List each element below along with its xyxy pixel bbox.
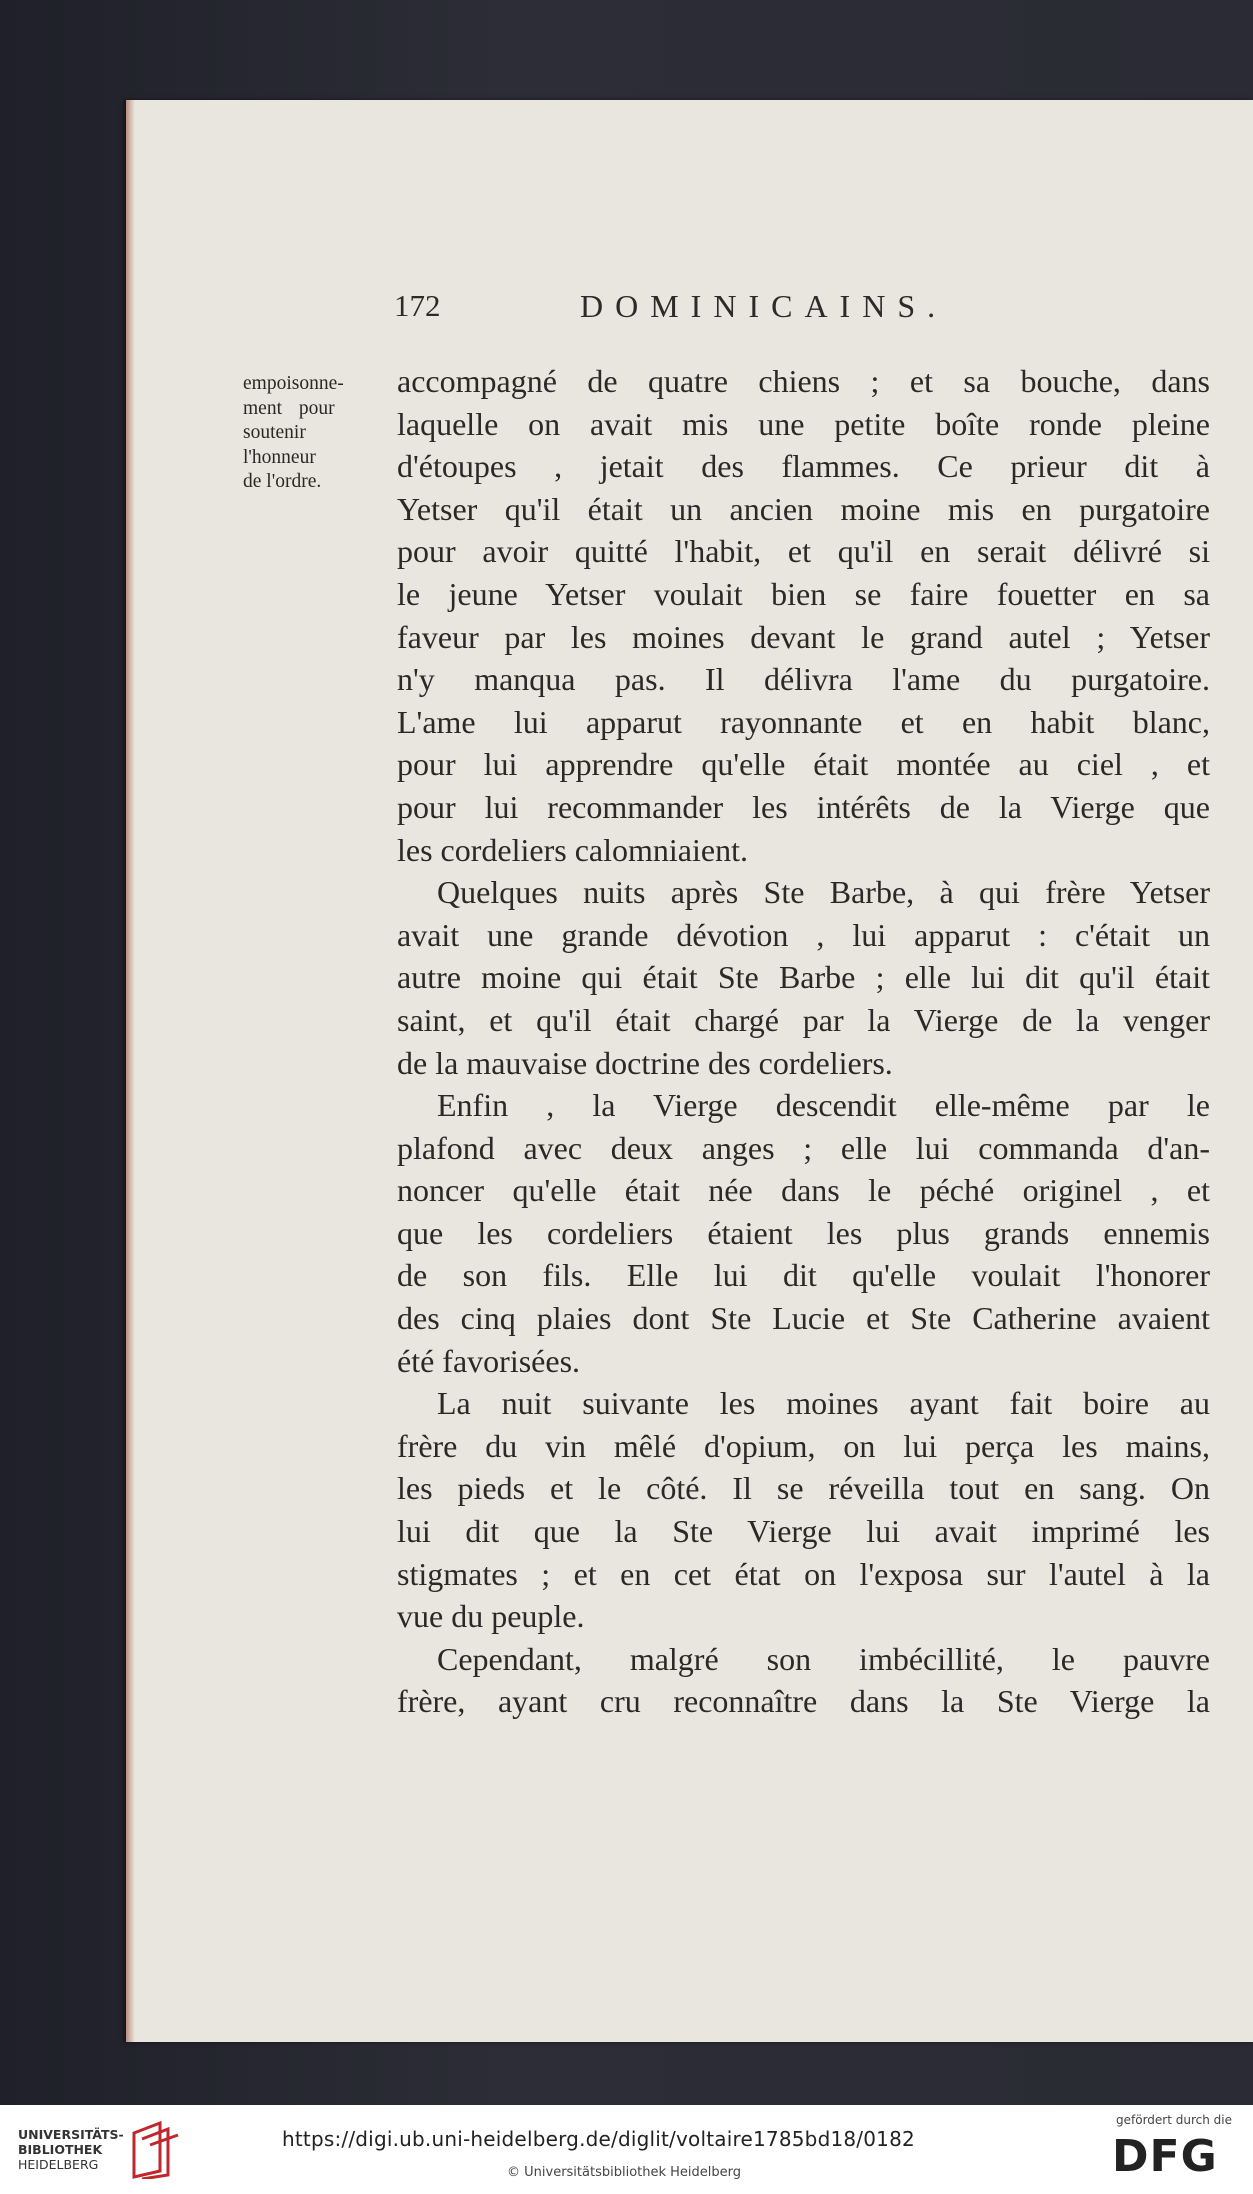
- margin-note-line: de l'ordre.: [243, 471, 322, 492]
- text-line: Quelques nuits après Ste Barbe, à qui frère Yetser: [437, 874, 1210, 911]
- text-line: Enfin , la Vierge descendit elle-même par le: [437, 1087, 1210, 1124]
- text-line: d'étoupes , jetait des flammes. Ce prieur dit à: [397, 448, 1210, 485]
- text-line: saint, et qu'il était chargé par la Vierge de la venger: [397, 1001, 1210, 1038]
- text-line: frère du vin mêlé d'opium, on lui perça les mains,: [397, 1427, 1210, 1464]
- text-line: La nuit suivante les moines ayant fait boire au: [437, 1385, 1210, 1422]
- text-line: pour lui recommander les intérêts de la Vierge que: [397, 788, 1210, 825]
- page-header: [394, 288, 1014, 338]
- text-line: vue du peuple.: [397, 1598, 585, 1635]
- library-mark-icon: [130, 2119, 186, 2179]
- text-line: Yetser qu'il était un ancien moine mis en purgatoire: [397, 490, 1210, 527]
- margin-note: [243, 372, 373, 495]
- body-text: [397, 360, 1210, 1723]
- text-line: faveur par les moines devant le grand autel ; Yetser: [397, 618, 1210, 655]
- permalink-url[interactable]: https://digi.ub.uni-heidelberg.de/diglit/voltaire1785bd18/0182: [282, 2127, 915, 2151]
- text-line: été favorisées.: [397, 1342, 581, 1379]
- text-line: Cependant, malgré son imbécillité, le pauvre: [437, 1640, 1210, 1677]
- text-line: pour lui apprendre qu'elle était montée au ciel , et: [397, 746, 1210, 783]
- text-line: de la mauvaise doctrine des cordeliers.: [397, 1044, 893, 1081]
- viewer-footer: [0, 2105, 1253, 2194]
- text-line: n'y manqua pas. Il délivra l'ame du purgatoire.: [397, 661, 1210, 698]
- text-line: de son fils. Elle lui dit qu'elle voulait l'honorer: [397, 1257, 1210, 1294]
- text-line: les pieds et le côté. Il se réveilla tout en sang. On: [397, 1470, 1210, 1507]
- text-line: stigmates ; et en cet état on l'exposa sur l'autel à la: [397, 1555, 1210, 1592]
- library-name-line: BIBLIOTHEK: [18, 2142, 103, 2157]
- text-line: que les cordeliers étaient les plus grands ennemis: [397, 1214, 1210, 1251]
- margin-note-line: ment pour: [243, 397, 335, 419]
- dfg-sponsor[interactable]: [1112, 2113, 1240, 2191]
- dfg-caption: gefördert durch die: [1116, 2113, 1232, 2127]
- text-line: frère, ayant cru reconnaître dans la Ste Vierge la: [397, 1683, 1210, 1720]
- text-line: plafond avec deux anges ; elle lui commanda d'an-: [397, 1129, 1210, 1166]
- text-line: pour avoir quitté l'habit, et qu'il en serait délivré si: [397, 533, 1210, 570]
- margin-note-line: l'honneur: [243, 446, 316, 468]
- text-line: noncer qu'elle était née dans le péché originel , et: [397, 1172, 1210, 1209]
- text-line: les cordeliers calomniaient.: [397, 831, 748, 868]
- text-line: le jeune Yetser voulait bien se faire fouetter en sa: [397, 575, 1210, 612]
- text-line: des cinq plaies dont Ste Lucie et Ste Catherine avaient: [397, 1300, 1210, 1337]
- library-logo[interactable]: [18, 2119, 188, 2181]
- library-name-line: HEIDELBERG: [18, 2157, 99, 2172]
- page-edge: [126, 100, 135, 2042]
- page-number: 172: [394, 288, 441, 323]
- margin-note-line: soutenir: [243, 422, 306, 443]
- text-line: laquelle on avait mis une petite boîte ronde pleine: [397, 405, 1210, 442]
- text-line: autre moine qui était Ste Barbe ; elle lui dit qu'il était: [397, 959, 1210, 996]
- text-line: lui dit que la Ste Vierge lui avait imprimé les: [397, 1513, 1210, 1550]
- dfg-logo: DFG: [1112, 2131, 1218, 2182]
- library-name-line: UNIVERSITÄTS-: [18, 2127, 124, 2142]
- running-head: DOMINICAINS.: [580, 288, 948, 324]
- text-line: accompagné de quatre chiens ; et sa bouche, dans: [397, 363, 1210, 399]
- text-line: avait une grande dévotion , lui apparut : c'était un: [397, 916, 1210, 953]
- library-name: [18, 2127, 124, 2172]
- copyright-notice: © Universitätsbibliothek Heidelberg: [507, 2165, 742, 2180]
- text-line: L'ame lui apparut rayonnante et en habit blanc,: [397, 703, 1210, 740]
- margin-note-line: empoisonne-: [243, 373, 344, 394]
